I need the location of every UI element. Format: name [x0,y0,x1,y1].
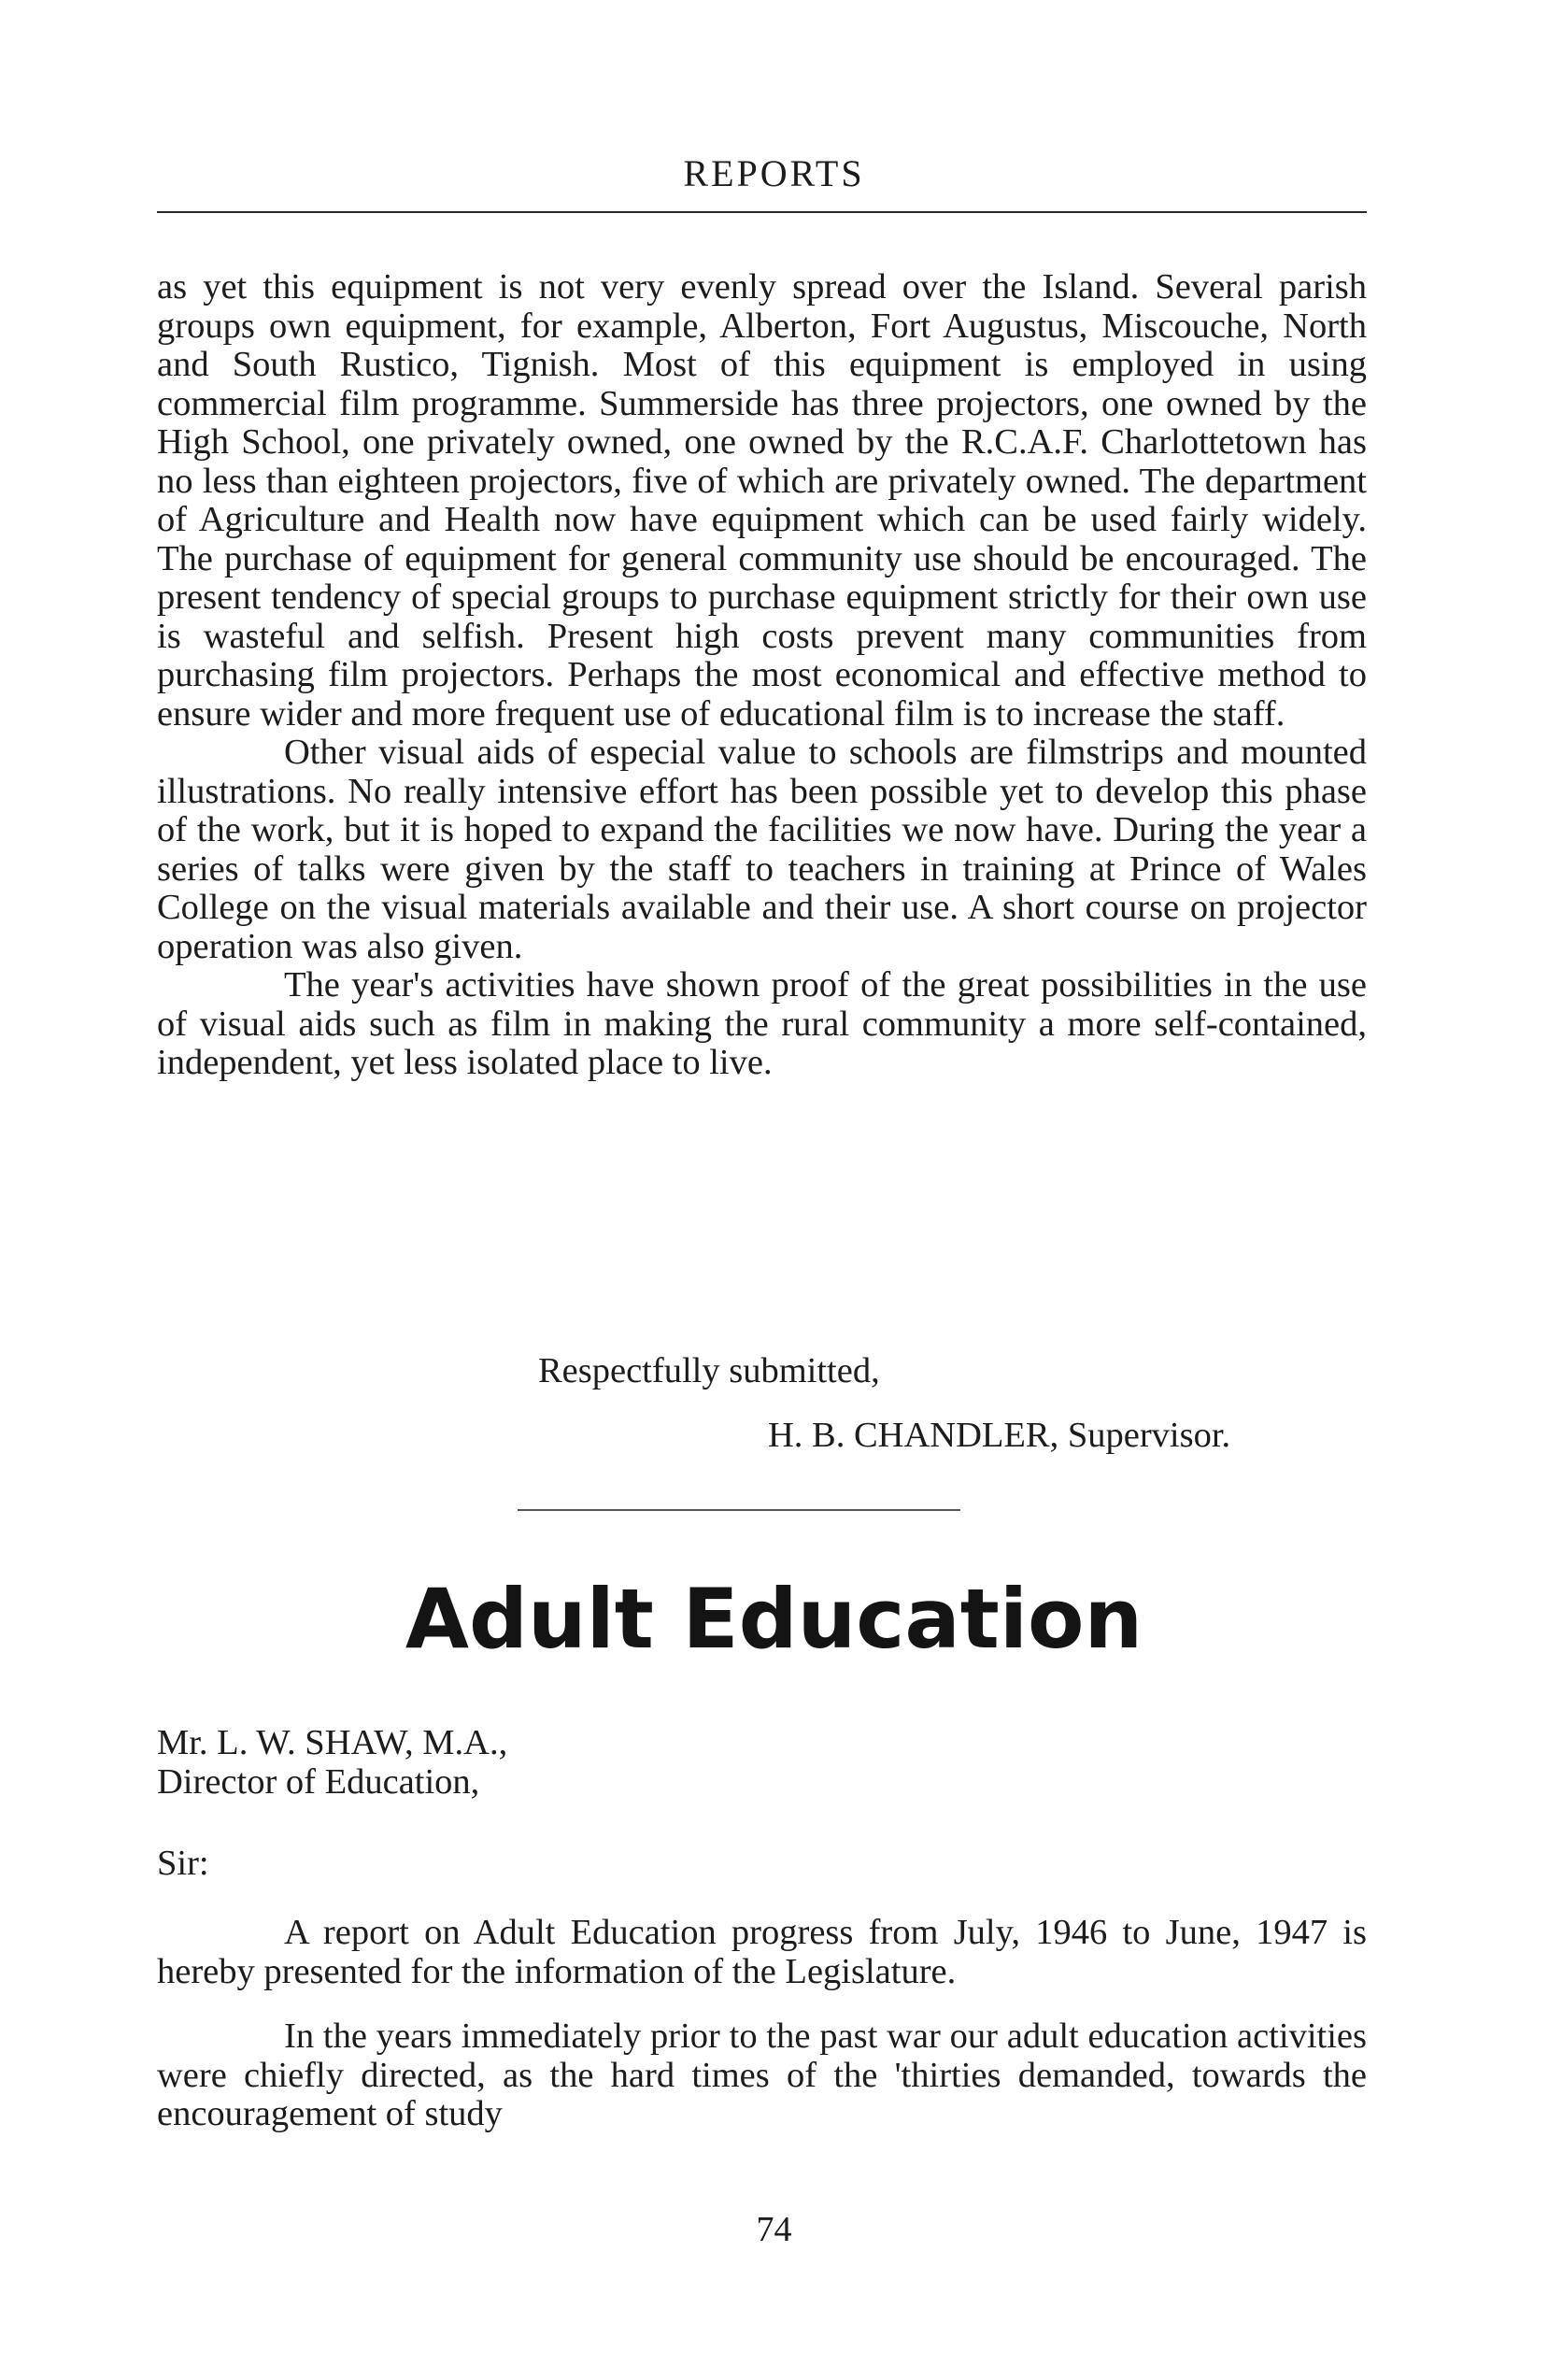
adult-education-body [157,1914,1367,2134]
section-separator [518,1509,960,1511]
addressee-name: Mr. L. W. SHAW, M.A., [157,1723,508,1762]
addressee-block [157,1724,1367,1802]
page-number: 74 [756,2210,792,2249]
addressee-title: Director of Education, [157,1761,480,1802]
signature-line: H. B. CHANDLER, Supervisor. [768,1416,1231,1455]
section-title: Adult Education [405,1571,1143,1667]
report-paragraph: Other visual aids of especial value to schools are filmstrips and mounted illustrations. No really intensive effort has been possible yet to develop this phase of the work, but it is hoped to expand the facilities we now have. During the year a series of talks were given by the staff to teachers in training at Prince of Wales College on the visual materials available and their use. A short course on projector operation was also given. [157,733,1367,966]
closing-line: Respectfully submitted, [538,1351,880,1390]
running-head: REPORTS [683,152,865,194]
report-paragraph: as yet this equipment is not very evenly spread over the Island. Several parish groups own equipment, for example, Alberton, Fort Augustus, Miscouche, North and South Rustico, Tignish. Most of this equipment is employed in using commercial film programme. Summerside has three projectors, one owned by the High School, one privately owned, one owned by the R.C.A.F. Charlottetown has no less than eighteen projectors, five of which are privately owned. The department of Agriculture and Health now have equipment which can be used fairly widely. The purchase of equipment for general community use should be encouraged. The present tendency of special groups to purchase equipment strictly for their own use is wasteful and selfish. Present high costs prevent many communities from purchasing film projectors. Perhaps the most economical and effective method to ensure wider and more frequent use of educational film is to increase the staff. [157,267,1367,734]
header-rule [157,211,1367,213]
salutation: Sir: [157,1844,209,1883]
report-paragraph: The year's activities have shown proof of the great possibilities in the use of visual aids such as film in making the rural community a more self-contained, independent, yet less isolated place to live. [157,965,1367,1082]
report-paragraph: A report on Adult Education progress from July, 1946 to June, 1947 is hereby presented for the information of the Legislature. [157,1913,1367,1991]
visual-aids-report-body [157,268,1367,1083]
report-paragraph: In the years immediately prior to the past war our adult education activities were chiefly directed, as the hard times of the 'thirties demanded, towards the encouragement of study [157,2017,1367,2133]
